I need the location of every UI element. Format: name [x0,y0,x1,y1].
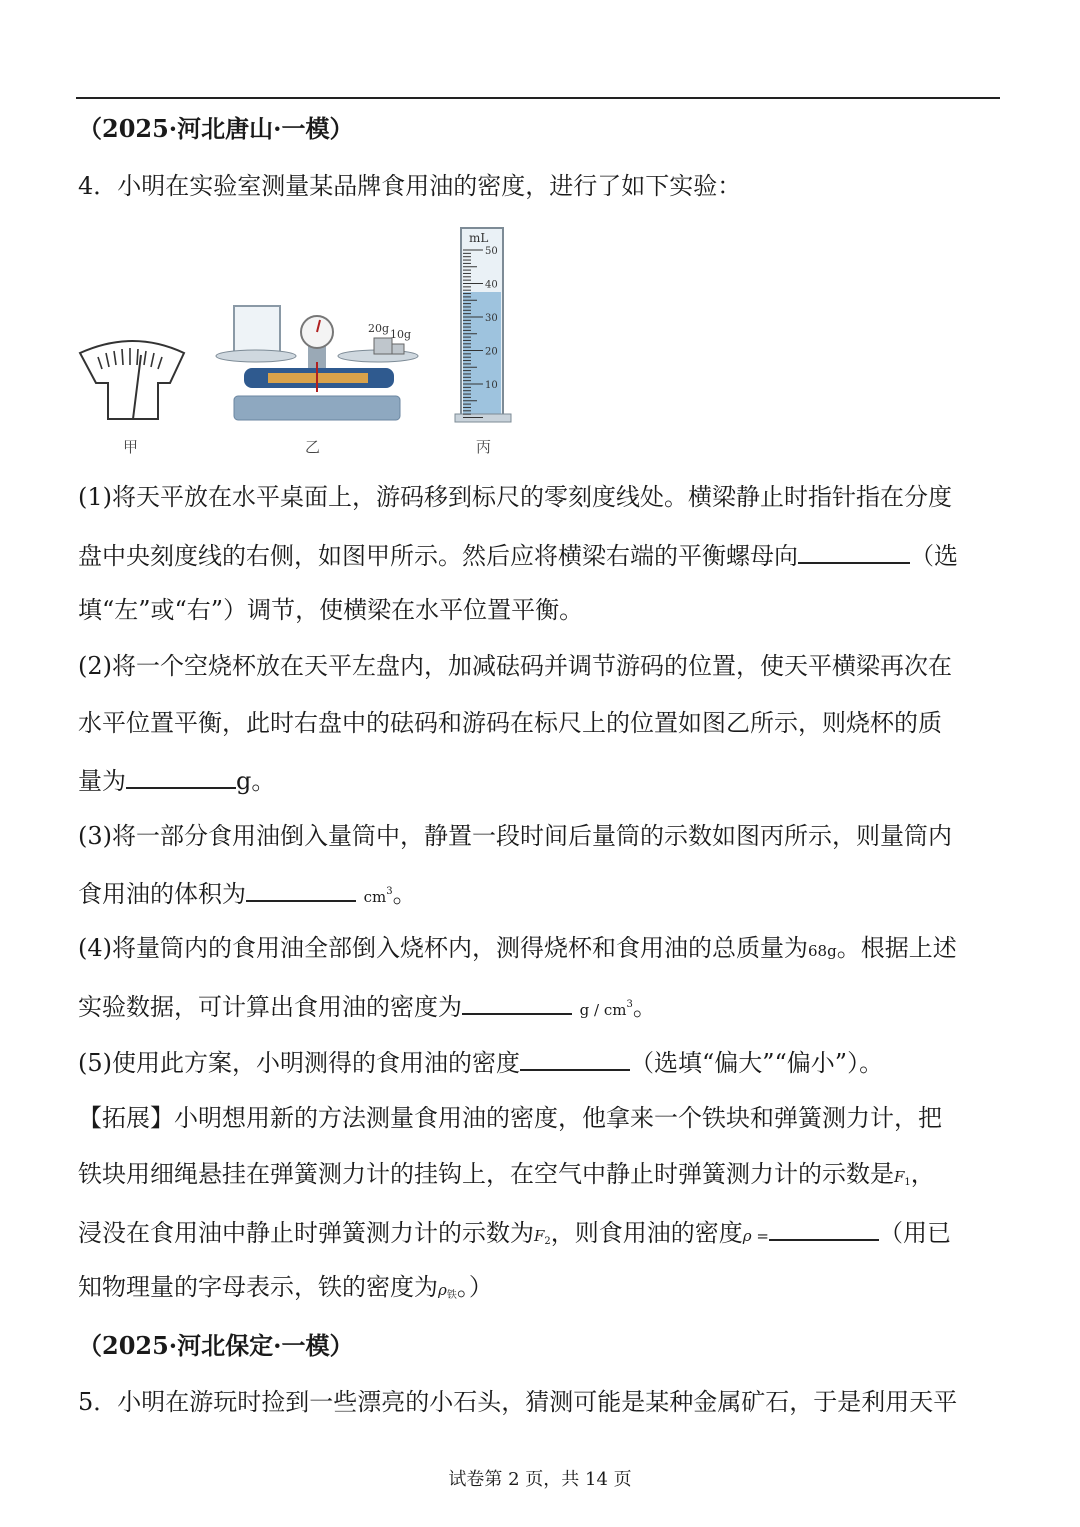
figure-dial [78,335,188,425]
cylinder-unit: mL [469,231,489,245]
cylinder-tick-label: 50 [485,246,498,257]
figure-label-bing: 丙 [476,438,492,456]
p4-line2: 实验数据，可计算出食用油的密度为 g / $cm^3$。 [78,989,657,1026]
figure-label-jia: 甲 [123,438,139,456]
p2-line3: 量为 g。 [78,763,275,797]
page-footer: 试卷第 2 页，共 14 页 [448,1469,632,1490]
figure-balance [216,300,421,428]
answer-blank-6[interactable] [769,1215,879,1241]
p3-line1: (3)将一部分食用油倒入量筒中，静置一段时间后量筒的示数如图丙所示，则量筒内 [78,822,952,850]
p1-line1: (1)将天平放在水平桌面上，游码移到标尺的零刻度线处。横梁静止时指针指在分度 [78,483,952,511]
cylinder-tick-label: 30 [485,313,498,324]
p2-line1: (2)将一个空烧杯放在天平左盘内，加减砝码并调节游码的位置，使天平横梁再次在 [78,652,952,680]
answer-blank-3[interactable] [246,876,356,902]
q4-stem: 4．小明在实验室测量某品牌食用油的密度，进行了如下实验： [78,172,742,200]
figure-label-yi: 乙 [305,438,321,456]
p4-line1: (4)将量筒内的食用油全部倒入烧杯内，测得烧杯和食用油的总质量为68g。根据上述 [78,934,957,962]
p5-line: (5)使用此方案，小明测得的食用油的密度 （选填“偏大”“偏小”）。 [78,1045,883,1079]
q5-stem: 5．小明在游玩时捡到一些漂亮的小石头，猜测可能是某种金属矿石，于是利用天平 [78,1388,958,1416]
ext-line3: 浸没在食用油中静止时弹簧测力计的示数为$F_2$，则食用油的密度ρ = （用已 [78,1215,951,1258]
p3-line2: 食用油的体积为 $cm^3$。 [78,876,417,913]
answer-blank-5[interactable] [520,1045,630,1071]
cylinder-tick-label: 40 [485,279,498,291]
p2-line2: 水平位置平衡，此时右盘中的砝码和游码在标尺上的位置如图乙所示，则烧杯的质 [78,709,942,737]
cylinder-tick-label: 10 [485,380,498,391]
p1-line2: 盘中央刻度线的右侧，如图甲所示。然后应将横梁右端的平衡螺母向 （选 [78,538,958,572]
answer-blank-2[interactable] [126,763,236,789]
ext-line4: 知物理量的字母表示，铁的密度为$\rho_铁$。） [78,1273,493,1301]
answer-blank-4[interactable] [462,989,572,1015]
weight-10g-label: 10g [390,328,412,341]
cylinder-tick-label: 20 [485,346,498,358]
answer-blank-1[interactable] [798,538,910,564]
figure-cylinder [455,226,515,426]
q4-source: （2025·河北唐山·一模） [78,114,354,143]
weight-20g-label: 20g [368,322,390,335]
p1-line3: 填“左”或“右”）调节，使横梁在水平位置平衡。 [78,596,584,624]
ext-line1: 【拓展】小明想用新的方法测量食用油的密度，他拿来一个铁块和弹簧测力计，把 [78,1104,942,1132]
q5-source: （2025·河北保定·一模） [78,1331,354,1360]
header-rule [76,97,1000,99]
ext-line2: 铁块用细绳悬挂在弹簧测力计的挂钩上，在空气中静止时弹簧测力计的示数是$F_1$， [78,1160,935,1188]
